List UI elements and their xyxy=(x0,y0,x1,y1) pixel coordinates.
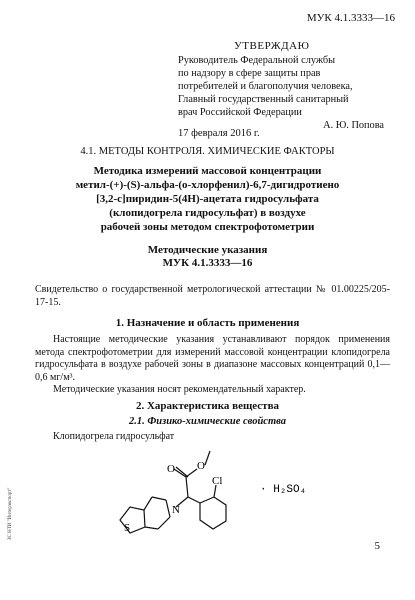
carbonyl-oxygen-label: O xyxy=(167,463,175,475)
document-code: МУК 4.1.3333—16 xyxy=(306,12,395,24)
title-line: (клопидогрела гидросульфат) в воздухе xyxy=(109,207,306,219)
guidelines-label: Методические указания xyxy=(147,244,268,256)
section2-subheading: 2.1. Физико-химические свойства xyxy=(128,416,286,427)
title-line: метил-(+)-(S)-альфа-(о-хлорфенил)-6,7-дигидротиено xyxy=(75,179,340,191)
guidelines-code: МУК 4.1.3333—16 xyxy=(162,257,253,269)
approval-line: Руководитель Федеральной службы xyxy=(178,55,335,66)
certificate-text xyxy=(35,284,390,309)
signatory: А. Ю. Попова xyxy=(323,120,384,131)
publisher-side-text: ЗС НТИ "Интерэкспорт" xyxy=(8,487,13,540)
substance-label: Клопидогрела гидросульфат xyxy=(53,431,175,442)
section1-heading: 1. Назначение и область применения xyxy=(115,317,300,329)
approval-line: по надзору в сфере защиты прав xyxy=(178,68,321,79)
substance-name xyxy=(35,431,390,444)
title-line: [3,2-c]пиридин-5(4Н)-ацетата гидросульфата xyxy=(96,193,319,205)
approval-date: 17 февраля 2016 г. xyxy=(178,128,260,139)
page-number: 5 xyxy=(374,540,380,552)
approval-line: врач Российской Федерации xyxy=(178,107,302,118)
guidelines-block xyxy=(0,244,415,270)
sulfur-label: S xyxy=(124,522,131,534)
section1-body xyxy=(35,334,390,397)
structural-formula xyxy=(100,445,360,545)
chlorine-label: Cl xyxy=(212,475,223,487)
certificate-paragraph: Свидетельство о государственной метрологической аттестации № 01.00225/205-17-15. xyxy=(35,284,390,308)
salt-label: · H₂SO₄ xyxy=(260,484,307,496)
approval-block xyxy=(178,40,398,132)
nitrogen-label: N xyxy=(172,504,180,516)
section1-paragraph: Методические указания носят рекомендательный характер. xyxy=(53,384,306,395)
section2-heading: 2. Характеристика вещества xyxy=(135,400,280,412)
approval-line: потребителей и благополучия человека, xyxy=(178,81,353,92)
title-line: Методика измерений массовой концентрации xyxy=(93,165,322,177)
approval-title: УТВЕРЖДАЮ xyxy=(234,40,310,52)
document-title xyxy=(0,164,415,234)
approval-line: Главный государственный санитарный xyxy=(178,94,349,105)
section1-paragraph: Настоящие методические указания устанавливают порядок применения метода спектрофотометрии для измерений массовой концентрации клопидогрела гидросульфата в воздухе рабочей зоны в диапазоне массовых концентраций 0,1—0,6 мг/м³. xyxy=(35,334,390,383)
section-title: 4.1. МЕТОДЫ КОНТРОЛЯ. ХИМИЧЕСКИЕ ФАКТОРЫ xyxy=(80,146,335,157)
title-line: рабочей зоны методом спектрофотометрии xyxy=(100,221,315,233)
ester-oxygen-label: O xyxy=(197,460,205,472)
